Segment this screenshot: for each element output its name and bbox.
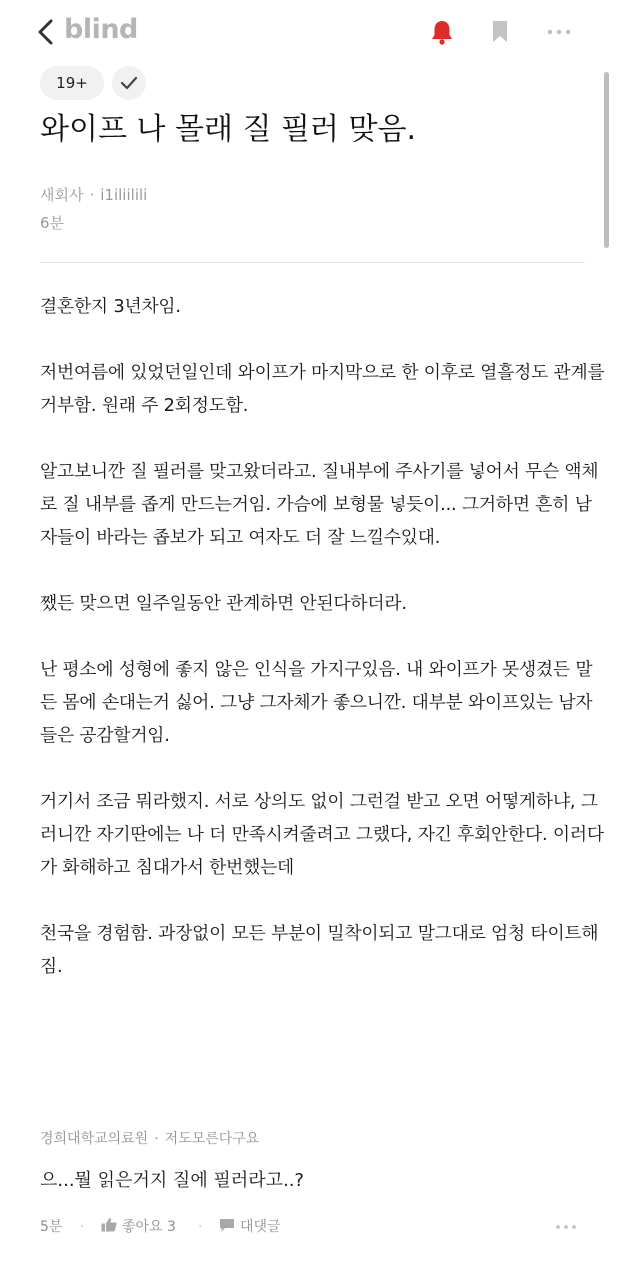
comment-author-info: [40, 1128, 259, 1148]
comment-actions: [40, 1216, 585, 1240]
meta-separator: ·: [89, 186, 95, 204]
post-paragraph: 천국을 경험함. 과장없이 모든 부분이 밀착이되고 말그대로 엄청 타이트해짐.: [40, 923, 599, 977]
comment-author[interactable]: 저도모른다구요: [164, 1131, 260, 1147]
post-time: 6분: [40, 214, 65, 232]
post-paragraph: 거기서 조금 뭐라했지. 서로 상의도 없이 그런걸 받고 오면 어떻게하냐, 그러니깐 자기딴에는 나 더 만족시켜줄려고 그랬다, 자긴 후회안한다. 이러다가 화해하고 침대가서 한번했는데: [40, 791, 604, 878]
post-paragraph: 저번여름에 있었던일인데 와이프가 마지막으로 한 이후로 열흘정도 관계를 거부함. 원래 주 2회정도함.: [40, 362, 605, 416]
back-icon: [34, 18, 58, 46]
divider: [40, 262, 585, 263]
more-options-button[interactable]: [545, 18, 573, 46]
back-button[interactable]: [34, 18, 58, 46]
thumb-up-icon: [100, 1216, 118, 1234]
meta-separator: ·: [80, 1219, 85, 1235]
top-bar: [0, 0, 640, 64]
comment-text: 으...뭘 읽은거지 질에 필러라고..?: [40, 1170, 304, 1191]
like-button[interactable]: [100, 1216, 176, 1238]
post-paragraph: 쨌든 맞으면 일주일동안 관계하면 안된다하더라.: [40, 593, 407, 614]
post-title: 와이프 나 몰래 질 필러 맞음.: [40, 112, 416, 147]
age-badge: 19+: [40, 66, 104, 100]
comment-time: 5분: [40, 1219, 63, 1235]
comment-icon: [218, 1216, 236, 1234]
more-icon: [555, 1222, 577, 1232]
comment-more-button[interactable]: [555, 1222, 577, 1232]
comment-company[interactable]: 경희대학교의료원: [40, 1131, 149, 1147]
meta-separator: ·: [154, 1131, 159, 1147]
verified-badge: [112, 66, 146, 100]
scrollbar[interactable]: [604, 72, 609, 248]
author-name[interactable]: i1iliilili: [100, 186, 148, 204]
post-author-info: [40, 184, 147, 205]
author-company[interactable]: 새회사: [40, 186, 84, 204]
like-label: 좋아요 3: [122, 1219, 176, 1235]
post-paragraph: 난 평소에 성형에 좋지 않은 인식을 가지구있음. 내 와이프가 못생겼든 말든 몸에 손대는거 싫어. 그냥 그자체가 좋으니깐. 대부분 와이프있는 남자들은 공감할거임.: [40, 659, 593, 746]
bookmark-button[interactable]: [490, 18, 510, 46]
post-body: [40, 290, 606, 1016]
meta-separator: ·: [198, 1219, 203, 1235]
check-icon: [112, 66, 146, 100]
app-logo[interactable]: blind: [64, 14, 138, 45]
post-paragraph: 알고보니깐 질 필러를 맞고왔더라고. 질내부에 주사기를 넣어서 무슨 액체로 질 내부를 좁게 만드는거임. 가슴에 보형물 넣듯이... 그거하면 흔히 남자들이 바라는 좁보가 되고 여자도 더 잘 느낄수있대.: [40, 461, 599, 548]
bell-icon: [429, 18, 455, 46]
more-icon: [545, 18, 573, 46]
post-paragraph: 결혼한지 3년차임.: [40, 296, 181, 317]
reply-label: 대댓글: [240, 1219, 281, 1235]
reply-button[interactable]: [218, 1216, 281, 1238]
bookmark-icon: [490, 18, 510, 46]
notification-button[interactable]: [429, 18, 455, 46]
